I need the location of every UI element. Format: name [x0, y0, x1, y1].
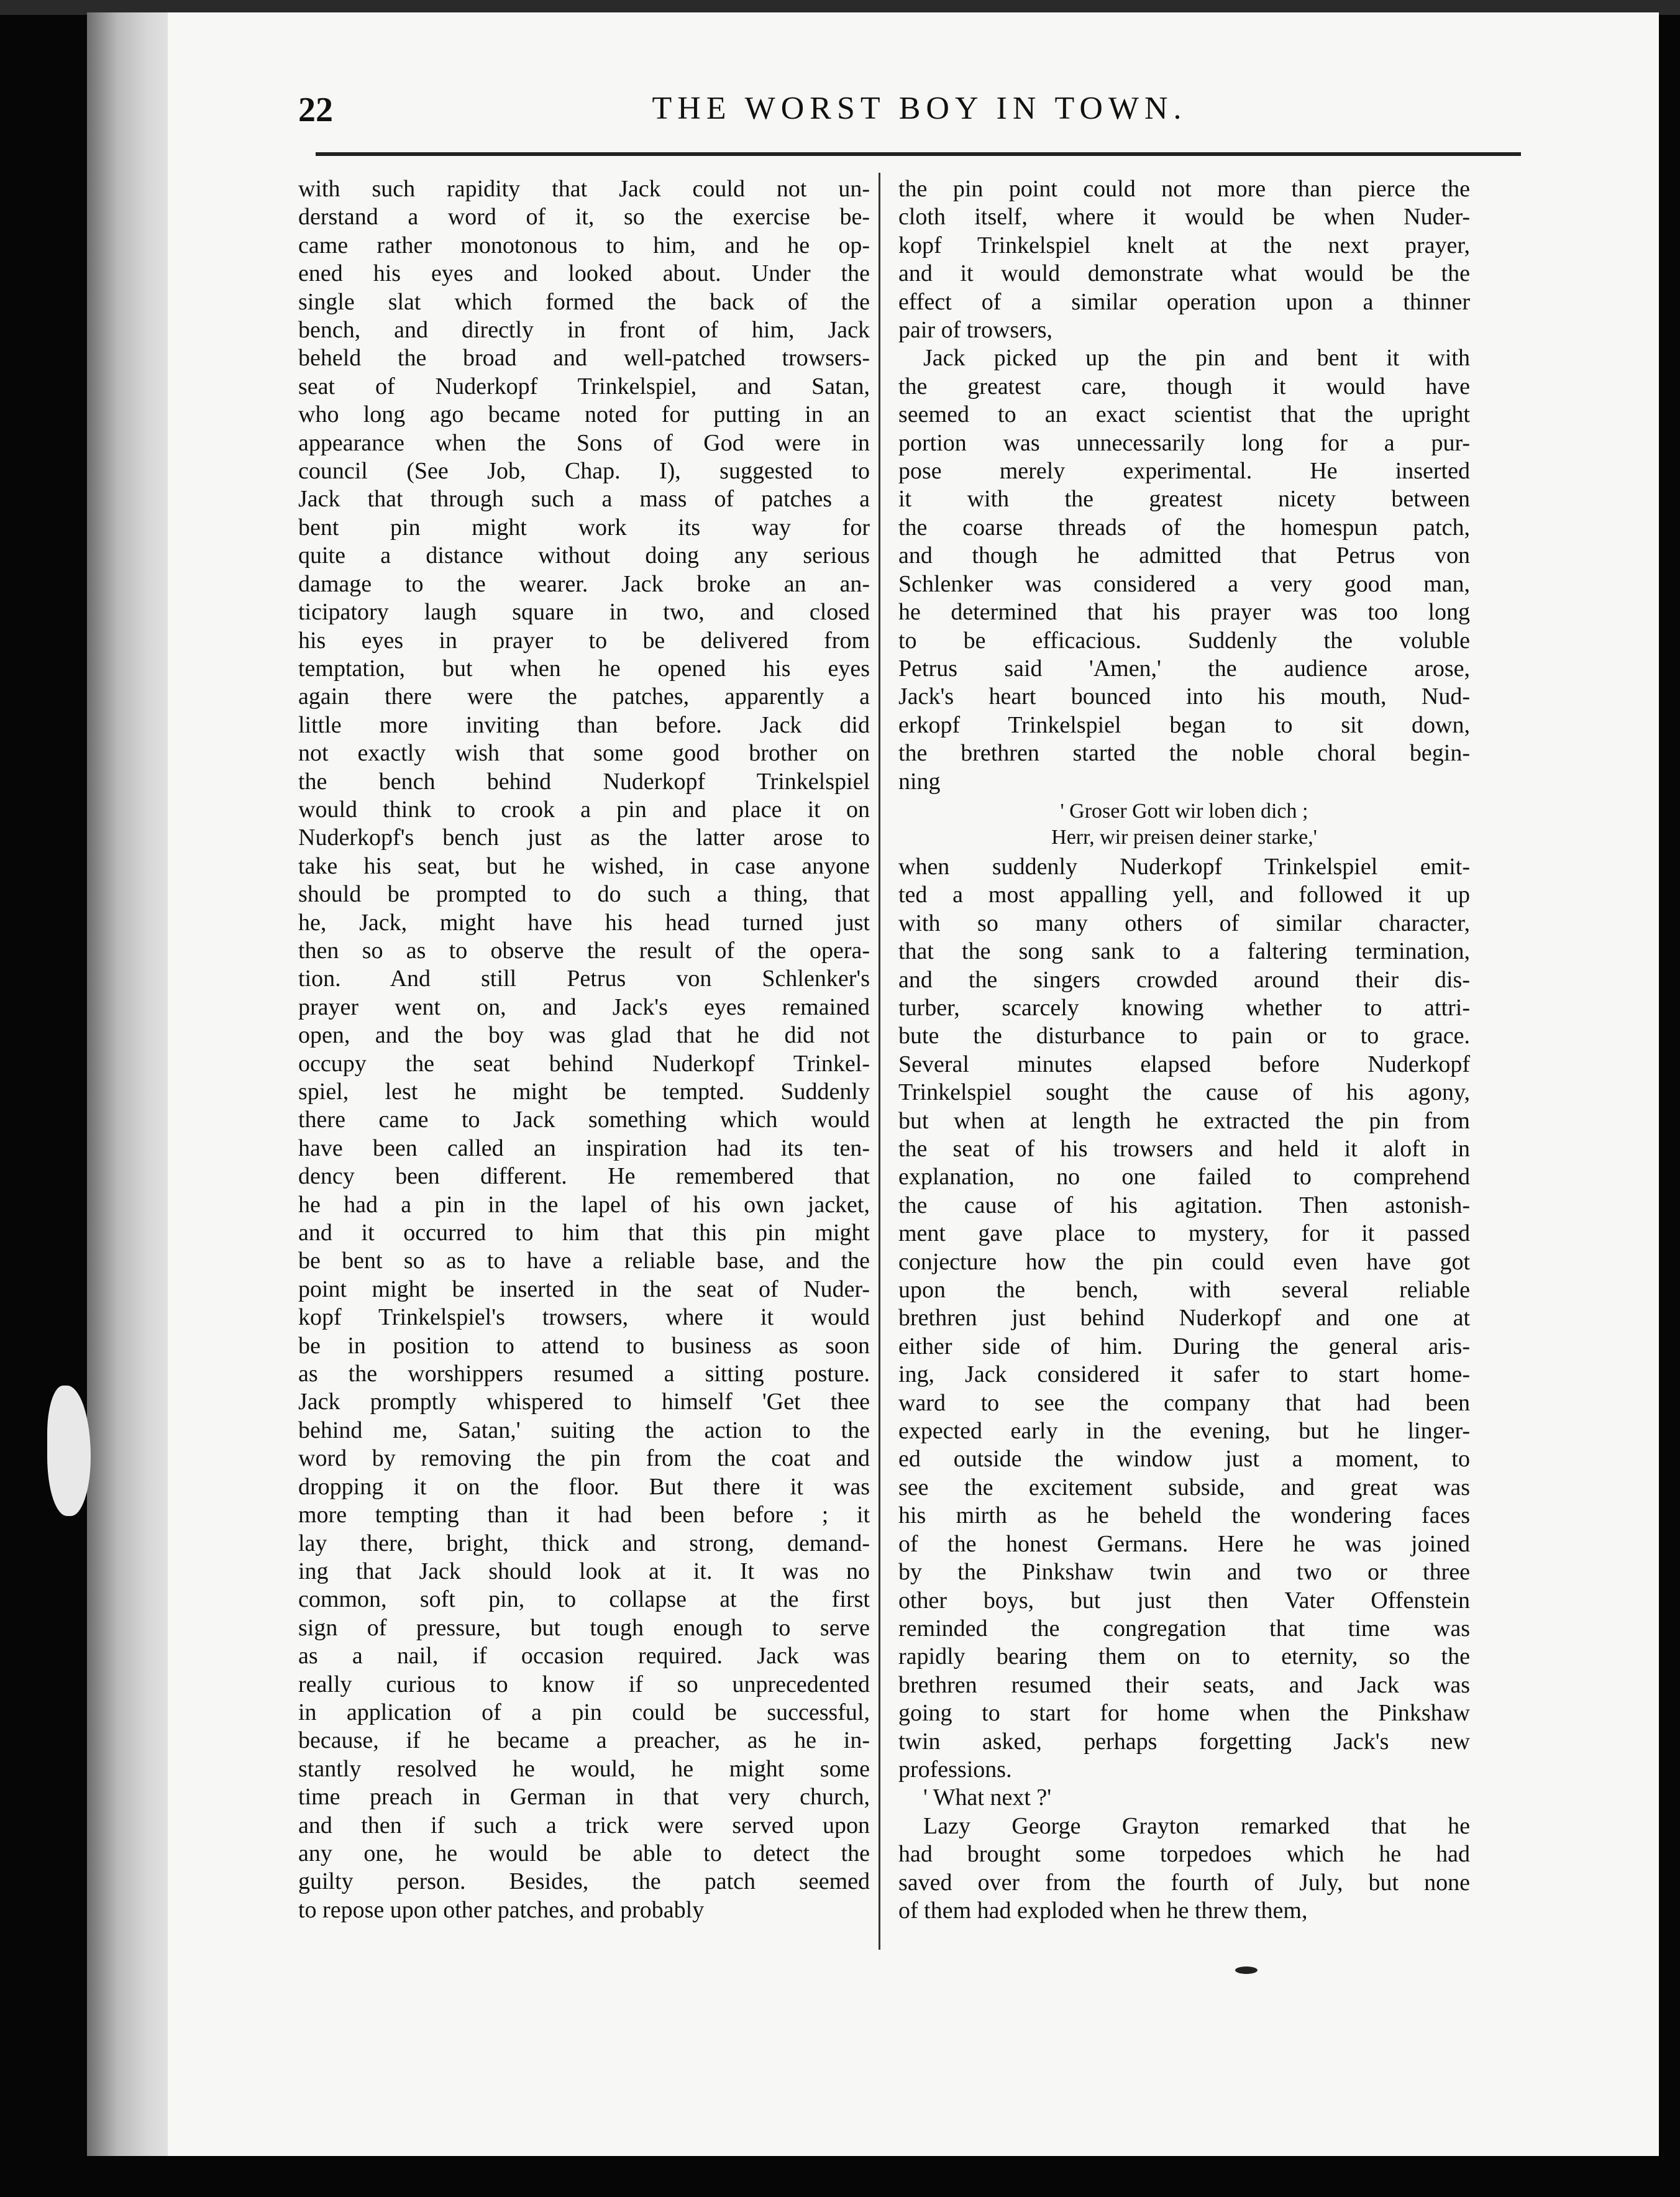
text-line: Jack picked up the pin and bent it with: [923, 345, 1470, 372]
text-line: turber, scarcely knowing whether to attri-: [898, 994, 1470, 1021]
book-page: [168, 12, 1659, 2156]
text-line: bent pin might work its way for: [298, 514, 870, 541]
text-line: and then if such a trick were served upon: [298, 1812, 870, 1838]
page-number: 22: [298, 91, 333, 129]
text-line: ted a most appalling yell, and followed it up: [898, 882, 1470, 908]
text-line: see the excitement subside, and great was: [898, 1474, 1470, 1500]
text-line: ment gave place to mystery, for it passed: [898, 1220, 1470, 1247]
text-line: lay there, bright, thick and strong, demand-: [298, 1530, 870, 1556]
text-line: by the Pinkshaw twin and two or three: [898, 1559, 1470, 1586]
column-rule: [879, 173, 880, 1950]
text-line: in application of a pin could be successful,: [298, 1699, 870, 1725]
text-line: then so as to observe the result of the opera-: [298, 937, 870, 964]
text-line: ' What next ?': [923, 1784, 1052, 1811]
text-line: little more inviting than before. Jack did: [298, 711, 870, 738]
text-line: he, Jack, might have his head turned just: [298, 909, 870, 936]
text-line: word by removing the pin from the coat and: [298, 1445, 870, 1472]
text-line: upon the bench, with several reliable: [898, 1277, 1470, 1304]
text-line: ning: [898, 768, 941, 795]
text-line: really curious to know if so unprecedented: [298, 1671, 870, 1697]
text-line: but when at length he extracted the pin from: [898, 1107, 1470, 1134]
text-line: any one, he would be able to detect the: [298, 1840, 870, 1866]
text-line: not exactly wish that some good brother on: [298, 740, 870, 767]
text-line: erkopf Trinkelspiel began to sit down,: [898, 711, 1470, 738]
text-line: his eyes in prayer to be delivered from: [298, 627, 870, 654]
page-header: [298, 90, 1541, 140]
text-line: kopf Trinkelspiel's trowsers, where it would: [298, 1304, 870, 1331]
text-line: appearance when the Sons of God were in: [298, 429, 870, 456]
left-column: [298, 175, 870, 1924]
text-line: tion. And still Petrus von Schlenker's: [298, 966, 870, 992]
text-line: seat of Nuderkopf Trinkelspiel, and Satan,: [298, 373, 870, 400]
text-line: brethren resumed their seats, and Jack was: [898, 1671, 1470, 1698]
text-line: behind me, Satan,' suiting the action to the: [298, 1417, 870, 1443]
header-rule: [316, 152, 1521, 156]
text-line: explanation, no one failed to comprehend: [898, 1164, 1470, 1190]
text-line: ward to see the company that had been: [898, 1389, 1470, 1416]
text-line: because, if he became a preacher, as he in-: [298, 1727, 870, 1754]
text-line: Schlenker was considered a very good man,: [898, 570, 1470, 597]
right-column-part-a: [898, 175, 1470, 796]
text-line: he had a pin in the lapel of his own jacket,: [298, 1191, 870, 1218]
text-line: temptation, but when he opened his eyes: [298, 655, 870, 682]
text-line: more tempting than it had been before ; it: [298, 1502, 870, 1528]
text-line: the greatest care, though it would have: [898, 373, 1470, 400]
text-line: the pin point could not more than pierce the: [898, 176, 1470, 202]
german-hymn-verse: [898, 798, 1470, 851]
text-line: and though he admitted that Petrus von: [898, 542, 1470, 569]
text-line: ed outside the window just a moment, to: [898, 1446, 1470, 1473]
text-line: and it occurred to him that this pin might: [298, 1220, 870, 1246]
text-line: and the singers crowded around their dis-: [898, 966, 1470, 993]
verse-line: Herr, wir preisen deiner starke,': [1051, 825, 1317, 849]
text-line: Several minutes elapsed before Nuderkopf: [898, 1051, 1470, 1077]
text-line: effect of a similar operation upon a thinner: [898, 288, 1470, 315]
text-line: common, soft pin, to collapse at the first: [298, 1586, 870, 1613]
text-line: who long ago became noted for putting in an: [298, 401, 870, 428]
page-spine: [87, 12, 174, 2156]
paper-stain: [47, 1386, 91, 1516]
text-line: seemed to an exact scientist that the upright: [898, 401, 1470, 428]
text-line: the bench behind Nuderkopf Trinkelspiel: [298, 768, 870, 795]
text-line: Jack that through such a mass of patches a: [298, 486, 870, 513]
text-line: the cause of his agitation. Then astonish-: [898, 1192, 1470, 1218]
text-line: council (See Job, Chap. I), suggested to: [298, 458, 870, 485]
text-line: Jack's heart bounced into his mouth, Nud-: [898, 683, 1470, 710]
text-line: Trinkelspiel sought the cause of his agony,: [898, 1079, 1470, 1106]
text-line: brethren just behind Nuderkopf and one at: [898, 1305, 1470, 1331]
text-line: to be efficacious. Suddenly the voluble: [898, 627, 1470, 654]
text-line: occupy the seat behind Nuderkopf Trinkel-: [298, 1050, 870, 1077]
text-line: ing, Jack considered it safer to start home-: [898, 1361, 1470, 1388]
text-line: dropping it on the floor. But there it was: [298, 1473, 870, 1500]
text-line: the coarse threads of the homespun patch,: [898, 514, 1470, 541]
text-line: with such rapidity that Jack could not un-: [298, 176, 870, 202]
text-line: Jack promptly whispered to himself 'Get thee: [298, 1389, 870, 1415]
text-line: and it would demonstrate what would be the: [898, 260, 1470, 287]
text-line: the brethren started the noble choral begin-: [898, 740, 1470, 767]
text-line: sign of pressure, but tough enough to serve: [298, 1614, 870, 1641]
text-line: as the worshippers resumed a sitting posture.: [298, 1361, 870, 1387]
text-line: when suddenly Nuderkopf Trinkelspiel emit-: [898, 853, 1470, 880]
right-column: [898, 175, 1470, 1925]
text-line: Nuderkopf's bench just as the latter arose to: [298, 824, 870, 851]
text-line: bute the disturbance to pain or to grace.: [898, 1023, 1470, 1049]
text-line: pair of trowsers,: [898, 317, 1052, 344]
text-line: professions.: [898, 1756, 1012, 1783]
end-ornament: [1235, 1966, 1258, 1974]
text-line: spiel, lest he might be tempted. Suddenly: [298, 1079, 870, 1105]
text-line: of them had exploded when he threw them,: [898, 1897, 1308, 1924]
text-line: should be prompted to do such a thing, that: [298, 881, 870, 908]
text-line: damage to the wearer. Jack broke an an-: [298, 570, 870, 597]
text-line: dency been different. He remembered that: [298, 1163, 870, 1190]
text-line: twin asked, perhaps forgetting Jack's new: [898, 1728, 1470, 1755]
text-line: open, and the boy was glad that he did not: [298, 1022, 870, 1049]
text-line: cloth itself, where it would be when Nuder-: [898, 204, 1470, 231]
text-line: single slat which formed the back of the: [298, 288, 870, 315]
text-line: his mirth as he beheld the wondering faces: [898, 1502, 1470, 1529]
text-line: Lazy George Grayton remarked that he: [923, 1812, 1470, 1839]
text-line: conjecture how the pin could even have got: [898, 1248, 1470, 1275]
text-line: expected early in the evening, but he linger-: [898, 1418, 1470, 1445]
text-line: that the song sank to a faltering termination,: [898, 938, 1470, 965]
text-line: time preach in German in that very church,: [298, 1784, 870, 1811]
text-line: be in position to attend to business as soon: [298, 1332, 870, 1359]
text-line: derstand a word of it, so the exercise be-: [298, 204, 870, 231]
text-line: other boys, but just then Vater Offenstein: [898, 1587, 1470, 1614]
text-line: the seat of his trowsers and held it aloft in: [898, 1136, 1470, 1162]
text-line: he determined that his prayer was too long: [898, 599, 1470, 626]
text-line: have been called an inspiration had its ten-: [298, 1135, 870, 1161]
text-line: of the honest Germans. Here he was joined: [898, 1530, 1470, 1557]
text-line: as a nail, if occasion required. Jack was: [298, 1643, 870, 1669]
text-line: ened his eyes and looked about. Under the: [298, 260, 870, 287]
text-line: beheld the broad and well-patched trowsers-: [298, 345, 870, 372]
text-line: pose merely experimental. He inserted: [898, 458, 1470, 485]
text-line: with so many others of similar character,: [898, 910, 1470, 936]
text-line: there came to Jack something which would: [298, 1107, 870, 1133]
right-column-part-b: [898, 853, 1470, 1925]
text-line: saved over from the fourth of July, but none: [898, 1869, 1470, 1896]
running-title: THE WORST BOY IN TOWN.: [652, 91, 1187, 126]
text-line: again there were the patches, apparently a: [298, 683, 870, 710]
text-line: portion was unnecessarily long for a pur-: [898, 429, 1470, 456]
text-line: rapidly bearing them on to eternity, so the: [898, 1643, 1470, 1670]
text-line: stantly resolved he would, he might some: [298, 1755, 870, 1782]
text-line: reminded the congregation that time was: [898, 1615, 1470, 1642]
text-line: ing that Jack should look at it. It was no: [298, 1558, 870, 1584]
text-line: guilty person. Besides, the patch seemed: [298, 1868, 870, 1895]
text-line: to repose upon other patches, and probably: [298, 1896, 705, 1923]
text-line: either side of him. During the general aris-: [898, 1333, 1470, 1359]
text-line: bench, and directly in front of him, Jack: [298, 317, 870, 344]
text-line: would think to crook a pin and place it on: [298, 796, 870, 823]
text-line: ticipatory laugh square in two, and closed: [298, 599, 870, 626]
text-line: had brought some torpedoes which he had: [898, 1841, 1470, 1868]
text-line: it with the greatest nicety between: [898, 486, 1470, 513]
text-line: be bent so as to have a reliable base, and the: [298, 1248, 870, 1274]
text-line: kopf Trinkelspiel knelt at the next prayer,: [898, 232, 1470, 258]
text-line: point might be inserted in the seat of Nuder-: [298, 1276, 870, 1302]
text-line: Petrus said 'Amen,' the audience arose,: [898, 655, 1470, 682]
text-line: prayer went on, and Jack's eyes remained: [298, 993, 870, 1020]
text-line: quite a distance without doing any serious: [298, 542, 870, 569]
text-line: came rather monotonous to him, and he op-: [298, 232, 870, 258]
verse-line: ' Groser Gott wir loben dich ;: [1060, 799, 1308, 823]
text-line: going to start for home when the Pinkshaw: [898, 1700, 1470, 1727]
text-line: take his seat, but he wished, in case anyone: [298, 852, 870, 879]
